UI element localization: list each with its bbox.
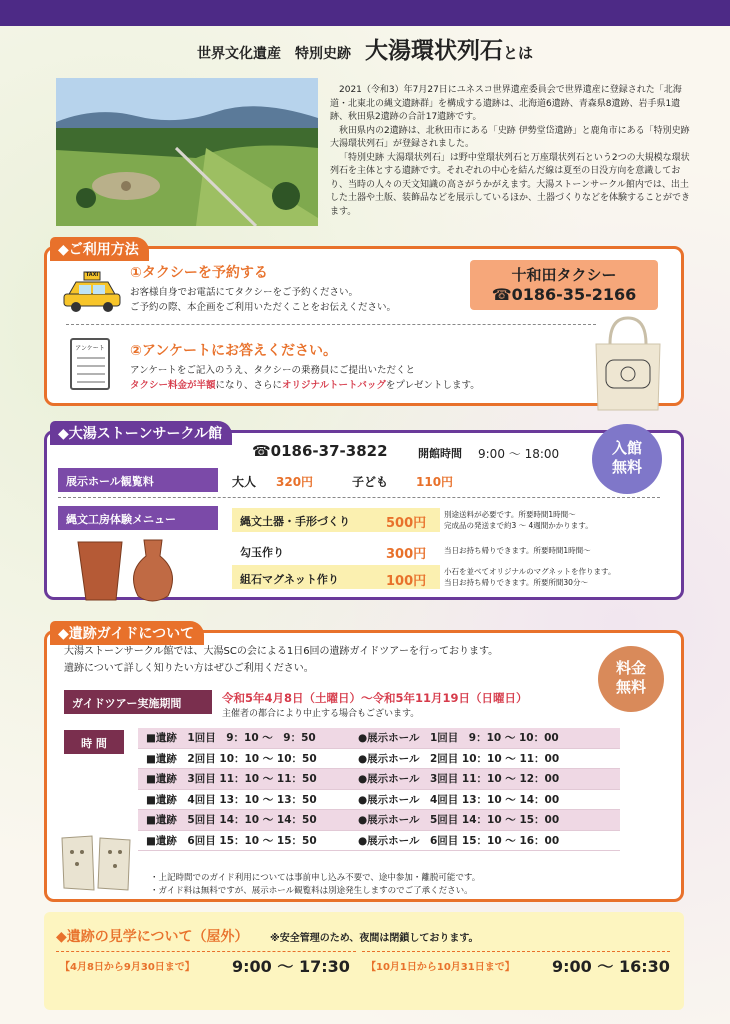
badge-line: 無料: [611, 458, 642, 476]
site-time: ■遺跡 6回目 15：10 ～ 15：50: [146, 834, 317, 847]
menu-price: 500円: [386, 516, 427, 531]
period-note: 主催者の都合により中止する場合もございます。: [222, 709, 420, 719]
child-label: 子ども: [352, 475, 389, 489]
menu-note: [444, 545, 591, 556]
site-time: ■遺跡 4回目 13：10 ～ 13：50: [146, 793, 317, 806]
schedule-row: [138, 810, 620, 831]
pottery-image: [72, 536, 192, 606]
step1-heading: ①タクシーを予約する: [130, 265, 268, 281]
step2-highlight-discount: タクシー料金が半額: [130, 380, 216, 391]
menu-note-line: 当日お持ち帰りできます。所要所間30分～: [444, 578, 588, 587]
hours-label: 開館時間: [418, 447, 462, 460]
tote-bag-image: [588, 314, 668, 414]
schedule-table: [138, 728, 620, 851]
hall-time: ●展示ホール 5回目 14：10 ～ 15：00: [358, 814, 560, 827]
adult-label: 大人: [232, 475, 257, 489]
title-subtitle: 世界文化遺産 特別史跡: [196, 46, 351, 62]
guide-intro: [64, 643, 498, 677]
intro-paragraph: 2021（令和3）年7月27日にユネスコ世界遺産委員会で世界遺産に登録された「北海道・北東北の縄文遺跡群」を構成する遺跡は、北海道6遺跡、青森県8遺跡、岩手県1遺跡、秋田県2遺跡の合計17遺跡です。: [330, 85, 682, 122]
top-bar: [0, 0, 730, 26]
survey-label: アンケート: [75, 345, 105, 352]
hall-time: ●展示ホール 4回目 13：10 ～ 14：00: [358, 793, 560, 806]
schedule-row: [138, 790, 620, 811]
taxi-icon: [62, 270, 122, 314]
outdoor-divider: [362, 951, 670, 952]
outdoor-hours: 9:00 ～ 16:30: [552, 957, 670, 976]
menu-note: [444, 509, 593, 531]
clay-tablet-image: [58, 834, 134, 892]
usage-title: ◆ご利用方法: [50, 237, 149, 261]
hall-divider: [58, 497, 660, 498]
menu-name: 勾玉作り: [240, 546, 284, 559]
time-label: 時 間: [64, 730, 124, 754]
taxi-sign: TAXI: [85, 272, 99, 278]
badge-line: 入館: [611, 439, 642, 457]
free-guide-badge: [598, 646, 664, 712]
child-price: 110円: [416, 475, 454, 489]
intro-text: [330, 84, 690, 219]
taxi-company: 十和田タクシー: [511, 266, 617, 284]
outdoor-hours: 9:00 ～ 17:30: [232, 957, 350, 976]
badge-line: 料金: [615, 659, 646, 677]
schedule-row: [138, 769, 620, 790]
period-label: ガイドツアー実施期間: [64, 690, 212, 714]
step2-heading: ②アンケートにお答えください。: [130, 343, 338, 359]
schedule-row: [138, 831, 620, 852]
site-time: ■遺跡 1回目 9：10 ～ 9：50: [146, 732, 316, 745]
menu-name: 縄文土器・手形づくり: [240, 515, 350, 528]
outdoor-title: ◆遺跡の見学について（屋外）: [56, 929, 249, 945]
stonecircle-phone[interactable]: ☎0186-37-3822: [252, 442, 388, 460]
stonecircle-title: ◆大湯ストーンサークル館: [50, 421, 232, 445]
period-value: 令和5年4月8日（土曜日）～令和5年11月19日（日曜日）: [222, 691, 528, 705]
survey-icon: [70, 338, 110, 390]
step2-text: になり、さらに: [215, 380, 283, 391]
menu-price: 300円: [386, 547, 427, 562]
outdoor-period: 【10月1日から10月31日まで】: [366, 962, 515, 973]
step1-line: ご予約の際、本企画をご利用いただくことをお伝えください。: [130, 302, 397, 313]
outdoor-note: ※安全管理のため、夜間は閉鎖しております。: [270, 933, 479, 944]
hall-time: ●展示ホール 1回目 9：10 ～ 10：00: [358, 732, 559, 745]
site-time: ■遺跡 3回目 11：10 ～ 11：50: [146, 773, 317, 786]
hall-time: ●展示ホール 2回目 10：10 ～ 11：00: [358, 752, 560, 765]
intro-paragraph: 「特別史跡 大湯環状列石」は野中堂環状列石と万座環状列石という2つの大規模な環状列石を主体とする遺跡です。それぞれの中心を結んだ線は夏至の日没方向を意識しており、当時の人々の天文知識の高さがうかがえます。大湯ストーンサークル館内では、出土した土器や土版、装飾品などを展示しているほか、土器づくりなどを体験することができます。: [330, 152, 691, 217]
schedule-row: [138, 728, 620, 749]
hours-value: 9:00 ～ 18:00: [478, 447, 560, 461]
hall-fee-label: 展示ホール観覧料: [58, 468, 218, 492]
free-entry-badge: [592, 424, 662, 494]
menu-note-line: 完成品の発送まで約3 ～ 4週間かかります。: [444, 521, 593, 530]
schedule-row: [138, 749, 620, 770]
menu-note-line: 当日お持ち帰りできます。所要時間1時間～: [444, 546, 591, 555]
outdoor-divider: [56, 951, 356, 952]
menu-note-line: 小石を並べてオリジナルのマグネットを作ります。: [444, 567, 616, 576]
menu-name: 組石マグネット作り: [240, 573, 339, 586]
workshop-label: 縄文工房体験メニュー: [58, 506, 218, 530]
page-title: [0, 32, 730, 68]
taxi-phone[interactable]: ☎0186-35-2166: [491, 285, 637, 304]
usage-step1: [130, 262, 396, 315]
step1-line: お客様自身でお電話にてタクシーをご予約ください。: [130, 287, 359, 298]
guide-title: ◆遺跡ガイドについて: [50, 621, 204, 645]
aerial-photo: [56, 78, 318, 226]
menu-price: 100円: [386, 574, 427, 589]
guide-line: 大湯ストーンサークル館では、大湯SCの会による1日6回の遺跡ガイドツアーを行っております。: [64, 646, 499, 657]
usage-divider: [66, 324, 596, 325]
step2-highlight-bag: オリジナルトートバッグ: [282, 380, 386, 391]
outdoor-period: 【4月8日から9月30日まで】: [60, 962, 195, 973]
site-time: ■遺跡 5回目 14：10 ～ 14：50: [146, 814, 317, 827]
guide-line: 遺跡について詳しく知りたい方はぜひご利用ください。: [64, 663, 314, 674]
title-suffix: とは: [502, 44, 533, 62]
menu-note-line: 別途送料が必要です。所要時間1時間～: [444, 510, 576, 519]
adult-price: 320円: [276, 475, 314, 489]
hall-time: ●展示ホール 6回目 15：10 ～ 16：00: [358, 834, 560, 847]
menu-note: [444, 566, 615, 588]
guide-note: ・ガイド料は無料ですが、展示ホール観覧料は別途発生しますのでご了承ください。: [150, 886, 473, 896]
taxi-contact-badge: [470, 260, 658, 310]
usage-step2: [130, 340, 480, 393]
hall-time: ●展示ホール 3回目 11：10 ～ 12：00: [358, 773, 560, 786]
site-time: ■遺跡 2回目 10：10 ～ 10：50: [146, 752, 317, 765]
guide-notes: [150, 872, 480, 898]
intro-paragraph: 秋田県内の2遺跡は、北秋田市にある「史跡 伊勢堂岱遺跡」と鹿角市にある「特別史跡 大湯環状列石」が登録されました。: [330, 125, 690, 149]
step2-text: をプレゼントします。: [385, 380, 480, 391]
badge-line: 無料: [615, 678, 646, 696]
step2-line: アンケートをご記入のうえ、タクシーの乗務員にご提出いただくと: [130, 365, 416, 376]
title-name: 大湯環状列石: [364, 38, 503, 64]
guide-note: ・上記時間でのガイド利用については事前申し込み不要で、途中参加・離脱可能です。: [150, 873, 481, 883]
